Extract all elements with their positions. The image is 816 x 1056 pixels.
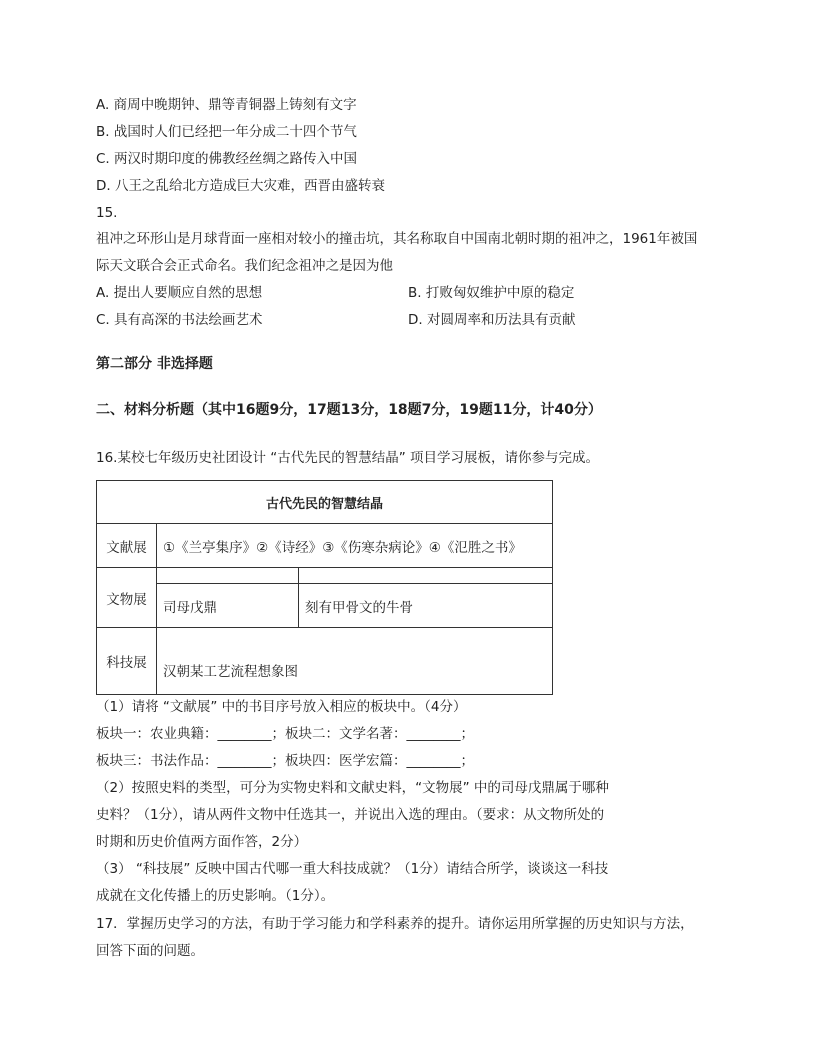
- q17-line1: 17．掌握历史学习的方法，有助于学习能力和学科素养的提升。请你运用所掌握的历史知识与方法，: [96, 916, 694, 932]
- q16-sub3-line2: 成就在文化传播上的历史影响。（1分）。: [96, 888, 335, 904]
- q16-intro: 16.某校七年级历史社团设计 “古代先民的智慧结晶” 项目学习展板，请你参与完成。: [96, 450, 600, 466]
- q16-sub3-line1: （3） “科技展” 反映中国古代哪一重大科技成就？（1分）请结合所学，谈谈这一科技: [96, 861, 609, 877]
- part2-title: 第二部分 非选择题: [96, 356, 213, 372]
- q17-line2: 回答下面的问题。: [96, 943, 204, 959]
- q14-option-d: D. 八王之乱给北方造成巨大灾难，西晋由盛转衰: [96, 178, 385, 194]
- q16-sub1: （1）请将 “文献展” 中的书目序号放入相应的板块中。（4分）: [96, 699, 467, 715]
- q15-option-c: C. 具有高深的书法绘画艺术: [96, 312, 263, 328]
- technology-content: 汉朝某工艺流程想象图: [157, 628, 553, 695]
- q14-option-c: C. 两汉时期印度的佛教经丝绸之路传入中国: [96, 151, 358, 167]
- exhibit-table: [96, 480, 553, 695]
- artifact-caption-2: 刻有甲骨文的牛骨: [299, 584, 553, 628]
- q16-sub2-line3: 时期和历史价值两方面作答，2分）: [96, 834, 308, 850]
- q16-blank-line1: 板块一：农业典籍：________；板块二：文学名著：________；: [96, 726, 474, 742]
- q14-option-b: B. 战国时人们已经把一年分成二十四个节气: [96, 124, 357, 140]
- exhibit-table-title: 古代先民的智慧结晶: [97, 481, 553, 524]
- q15-number: 15.: [96, 205, 118, 221]
- row-head-literature: 文献展: [97, 524, 157, 568]
- row-head-artifacts: 文物展: [97, 568, 157, 628]
- q16-blank-line2: 板块三：书法作品：________；板块四：医学宏篇：________；: [96, 753, 474, 769]
- q15-stem-line1: 祖冲之环形山是月球背面一座相对较小的撞击坑，其名称取自中国南北朝时期的祖冲之，1961年被国: [96, 231, 698, 247]
- q15-option-d: D. 对圆周率和历法具有贡献: [408, 312, 576, 328]
- q14-option-a: A. 商周中晚期钟、鼎等青铜器上铸刻有文字: [96, 97, 357, 113]
- row-head-technology: 科技展: [97, 628, 157, 695]
- q16-sub2-line2: 史料？（1分），请从两件文物中任选其一，并说出入选的理由。（要求：从文物所处的: [96, 807, 605, 823]
- literature-content: ①《兰亭集序》②《诗经》③《伤寒杂病论》④《氾胜之书》: [157, 524, 553, 568]
- section2-title: 二、材料分析题（其中16题9分，17题13分，18题7分，19题11分，计40分）: [96, 402, 602, 418]
- q15-option-a: A. 提出人要顺应自然的思想: [96, 285, 263, 301]
- artifact-image-1: [157, 568, 299, 584]
- q16-sub2-line1: （2）按照史料的类型，可分为实物史料和文献史料，“文物展” 中的司母戊鼎属于哪种: [96, 780, 609, 796]
- artifact-image-2: [299, 568, 553, 584]
- q15-stem-line2: 际天文联合会正式命名。我们纪念祖冲之是因为他: [96, 258, 393, 274]
- q15-option-b: B. 打败匈奴维护中原的稳定: [408, 285, 575, 301]
- artifact-caption-1: 司母戊鼎: [157, 584, 299, 628]
